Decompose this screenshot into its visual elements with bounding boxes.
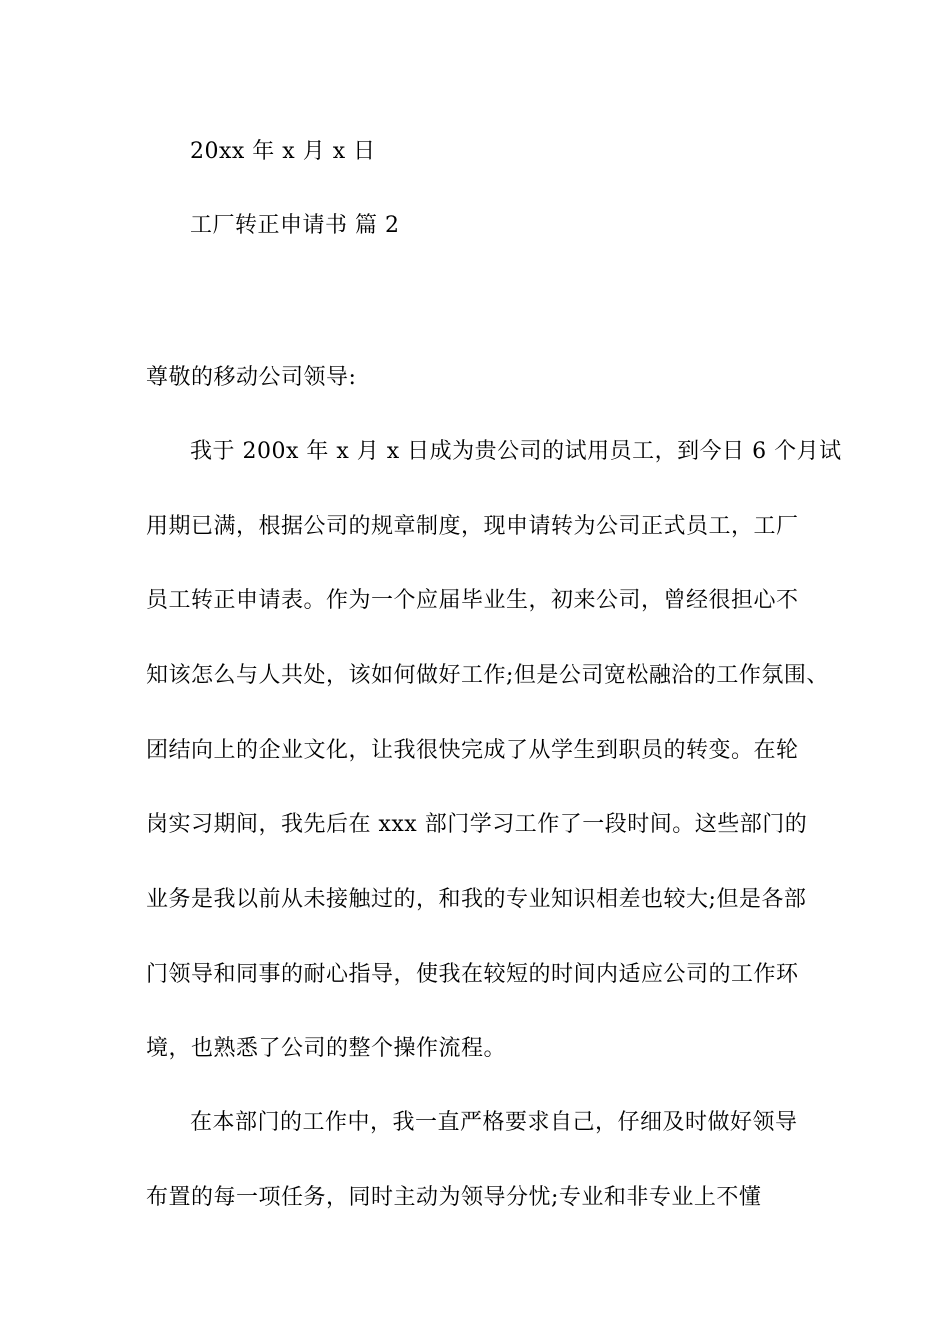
paragraph-line: 员工转正申请表。作为一个应届毕业生，初来公司，曾经很担心不 [146,588,799,613]
salutation: 尊敬的移动公司领导: [146,365,357,390]
date-line: 20xx 年 x 月 x 日 [190,139,376,164]
section-title: 工厂转正申请书 篇 2 [190,213,400,238]
paragraph-line: 团结向上的企业文化，让我很快完成了从学生到职员的转变。在轮 [146,738,799,763]
paragraph-line: 在本部门的工作中，我一直严格要求自己，仔细及时做好领导 [190,1110,798,1135]
paragraph-line: 我于 200x 年 x 月 x 日成为贵公司的试用员工，到今日 6 个月试 [190,439,842,464]
paragraph-line: 用期已满，根据公司的规章制度，现申请转为公司正式员工，工厂 [146,514,799,539]
paragraph-line: 门领导和同事的耐心指导，使我在较短的时间内适应公司的工作环 [146,962,799,987]
paragraph-line: 知该怎么与人共处，该如何做好工作;但是公司宽松融洽的工作氛围、 [146,663,829,688]
paragraph-line: 布置的每一项任务，同时主动为领导分忧;专业和非专业上不懂 [146,1185,762,1210]
paragraph-line: 业务是我以前从未接触过的，和我的专业知识相差也较大;但是各部 [146,887,807,912]
paragraph-line: 岗实习期间，我先后在 xxx 部门学习工作了一段时间。这些部门的 [146,812,808,837]
paragraph-line: 境，也熟悉了公司的整个操作流程。 [146,1036,507,1061]
